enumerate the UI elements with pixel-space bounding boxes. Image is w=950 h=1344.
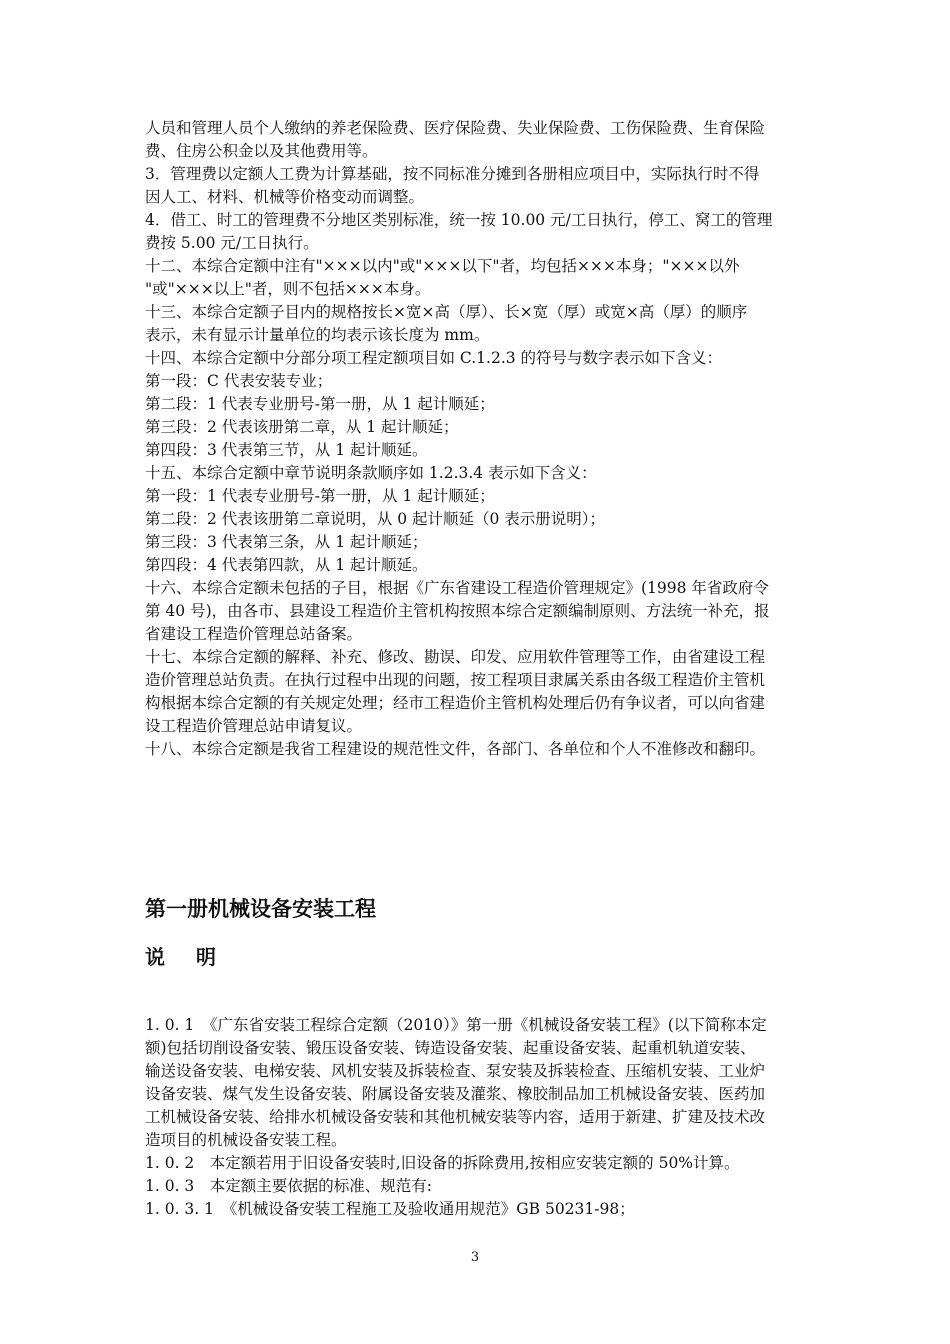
text-line: 1. 0. 3 本定额主要依据的标准、规范有: xyxy=(145,1177,433,1195)
text-line: 1. 0. 2 本定额若用于旧设备安装时,旧设备的拆除费用,按相应安装定额的 50%计算。 xyxy=(145,1154,740,1172)
text-line: 造项目的机械设备安装工程。 xyxy=(145,1131,347,1149)
text-line: 费、住房公积金以及其他费用等。 xyxy=(145,142,378,160)
text-line: 十三、本综合定额子目内的规格按长×宽×高（厚）、长×宽（厚）或宽×高（厚）的顺序 xyxy=(145,303,748,321)
text-line: 第三段：3 代表第三条，从 1 起计顺延； xyxy=(145,533,428,551)
text-line: 第二段：2 代表该册第二章说明，从 0 起计顺延（0 表示册说明）； xyxy=(145,510,606,528)
text-line: 第四段：3 代表第三节，从 1 起计顺延。 xyxy=(145,441,428,459)
text-line: 十二、本综合定额中注有"×××以内"或"×××以下"者，均包括×××本身；"×××以外 xyxy=(145,257,740,275)
text-line: 额)包括切削设备安装、锻压设备安装、铸造设备安装、起重设备安装、起重机轨道安装、 xyxy=(145,1039,756,1057)
section-title-char: 说 xyxy=(145,945,166,969)
section-title-char: 明 xyxy=(196,945,217,969)
text-line: 造价管理总站负责。在执行过程中出现的问题，按工程项目隶属关系由各级工程造价主管机 xyxy=(145,671,766,689)
text-line: 省建设工程造价管理总站备案。 xyxy=(145,625,363,643)
text-line: 表示，未有显示计量单位的均表示该长度为 mm。 xyxy=(145,326,490,344)
text-line: 设备安装、煤气发生设备安装、附属设备安装及灌浆、橡胶制品加工机械设备安装、医药加 xyxy=(145,1085,766,1103)
text-line: 第四段：4 代表第四款，从 1 起计顺延。 xyxy=(145,556,428,574)
book-title: 第一册机械设备安装工程 xyxy=(145,896,376,921)
text-line: 人员和管理人员个人缴纳的养老保险费、医疗保险费、失业保险费、工伤保险费、生育保险 xyxy=(145,119,766,137)
text-line: "或"×××以上"者，则不包括×××本身。 xyxy=(145,280,431,298)
text-line: 3．管理费以定额人工费为计算基础，按不同标准分摊到各册相应项目中，实际执行时不得 xyxy=(145,165,760,183)
page-number: 3 xyxy=(470,1250,480,1265)
text-line: 第一段：C 代表安装专业； xyxy=(145,372,333,390)
text-line: 十八、本综合定额是我省工程建设的规范性文件，各部门、各单位和个人不准修改和翻印。 xyxy=(145,740,766,758)
text-line: 输送设备安装、电梯安装、风机安装及拆装检查、泵安装及拆装检查、压缩机安装、工业炉 xyxy=(145,1062,766,1080)
intro-text-block xyxy=(145,117,815,761)
text-line: 费按 5.00 元/工日执行。 xyxy=(145,234,319,252)
text-line: 构根据本综合定额的有关规定处理；经市工程造价主管机构处理后仍有争议者，可以向省建 xyxy=(145,694,766,712)
text-line: 设工程造价管理总站申请复议。 xyxy=(145,717,363,735)
text-line: 十五、本综合定额中章节说明条款顺序如 1.2.3.4 表示如下含义： xyxy=(145,464,597,482)
text-line: 4．借工、时工的管理费不分地区类别标准，统一按 10.00 元/工日执行，停工、窝工的管理 xyxy=(145,211,773,229)
section-title xyxy=(145,943,217,971)
text-line: 第三段：2 代表该册第二章，从 1 起计顺延； xyxy=(145,418,459,436)
text-line: 第二段：1 代表专业册号-第一册，从 1 起计顺延； xyxy=(145,395,495,413)
description-text-block xyxy=(145,1014,815,1221)
text-line: 十六、本综合定额未包括的子目，根据《广东省建设工程造价管理规定》(1998 年省政府令 xyxy=(145,579,769,597)
text-line: 1. 0. 3. 1 《机械设备安装工程施工及验收通用规范》GB 50231-98； xyxy=(145,1200,635,1218)
text-line: 第一段：1 代表专业册号-第一册，从 1 起计顺延； xyxy=(145,487,495,505)
text-line: 十四、本综合定额中分部分项工程定额项目如 C.1.2.3 的符号与数字表示如下含义： xyxy=(145,349,723,367)
text-line: 第 40 号)，由各市、县建设工程造价主管机构按照本综合定额编制原则、方法统一补充，报 xyxy=(145,602,770,620)
text-line: 十七、本综合定额的解释、补充、修改、勘误、印发、应用软件管理等工作，由省建设工程 xyxy=(145,648,766,666)
text-line: 工机械设备安装、给排水机械设备安装和其他机械安装等内容，适用于新建、扩建及技术改 xyxy=(145,1108,766,1126)
text-line: 因人工、材料、机械等价格变动而调整。 xyxy=(145,188,425,206)
text-line: 1. 0. 1 《广东省安装工程综合定额（2010）》第一册《机械设备安装工程》(以下简称本定 xyxy=(145,1016,767,1034)
